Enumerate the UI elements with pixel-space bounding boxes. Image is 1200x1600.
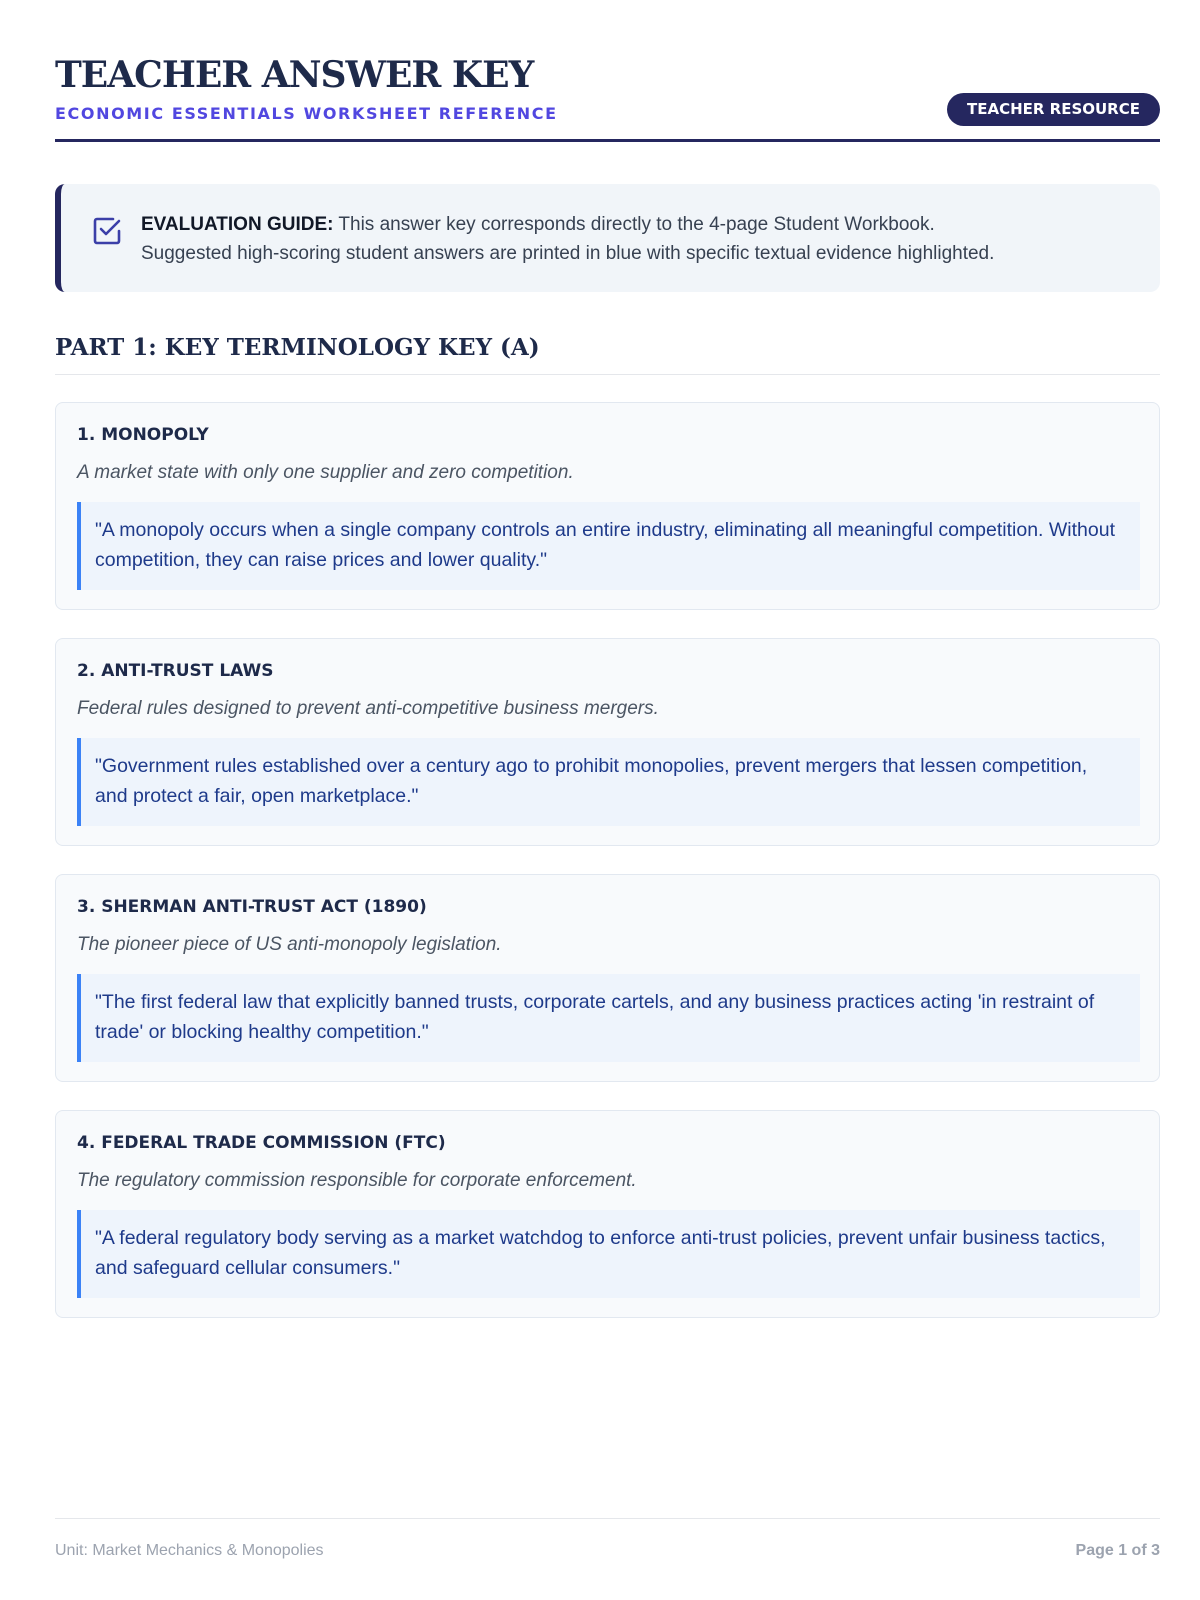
evaluation-guide-label: EVALUATION GUIDE: — [141, 214, 334, 235]
teacher-resource-badge: TEACHER RESOURCE — [947, 93, 1160, 126]
page-title: TEACHER ANSWER KEY — [55, 54, 534, 96]
checkbox-icon — [91, 214, 123, 246]
term-card — [55, 1110, 1160, 1318]
term-name: 1. MONOPOLY — [77, 425, 209, 445]
section-divider — [55, 374, 1160, 375]
suggested-answer: "A monopoly occurs when a single company controls an entire industry, eliminating all meaningful competition. Without competition, they can raise prices and lower quality." — [77, 502, 1140, 590]
suggested-answer: "The first federal law that explicitly banned trusts, corporate cartels, and any business practices acting 'in restraint of trade' or blocking healthy competition." — [77, 974, 1140, 1062]
answer-key-page — [55, 0, 1160, 1600]
page-header — [55, 52, 1160, 142]
suggested-answer: "Government rules established over a century ago to prohibit monopolies, prevent mergers that lessen competition, and protect a fair, open marketplace." — [77, 738, 1140, 826]
section-title: PART 1: KEY TERMINOLOGY KEY (A) — [55, 334, 540, 361]
term-card — [55, 874, 1160, 1082]
evaluation-guide-text — [141, 210, 1141, 268]
term-card — [55, 638, 1160, 846]
page-subtitle: ECONOMIC ESSENTIALS WORKSHEET REFERENCE — [55, 104, 558, 123]
term-definition: The pioneer piece of US anti-monopoly legislation. — [77, 934, 502, 955]
term-name: 3. SHERMAN ANTI-TRUST ACT (1890) — [77, 897, 427, 917]
footer-divider — [55, 1518, 1160, 1519]
term-definition: A market state with only one supplier and zero competition. — [77, 462, 574, 483]
term-definition: Federal rules designed to prevent anti-competitive business mergers. — [77, 698, 659, 719]
evaluation-guide-line-2: Suggested high-scoring student answers are printed in blue with specific textual evidence highlighted. — [141, 243, 995, 264]
evaluation-guide-line-1: This answer key corresponds directly to the 4-page Student Workbook. — [338, 214, 935, 235]
term-card — [55, 402, 1160, 610]
term-name: 2. ANTI-TRUST LAWS — [77, 661, 274, 681]
unit-label: Unit: Market Mechanics & Monopolies — [55, 1542, 324, 1559]
term-name: 4. FEDERAL TRADE COMMISSION (FTC) — [77, 1133, 446, 1153]
term-definition: The regulatory commission responsible for corporate enforcement. — [77, 1170, 637, 1191]
suggested-answer: "A federal regulatory body serving as a market watchdog to enforce anti-trust policies, prevent unfair business tactics, and safeguard cellular consumers." — [77, 1210, 1140, 1298]
page-number: Page 1 of 3 — [1075, 1542, 1160, 1559]
evaluation-guide-callout — [55, 184, 1160, 292]
